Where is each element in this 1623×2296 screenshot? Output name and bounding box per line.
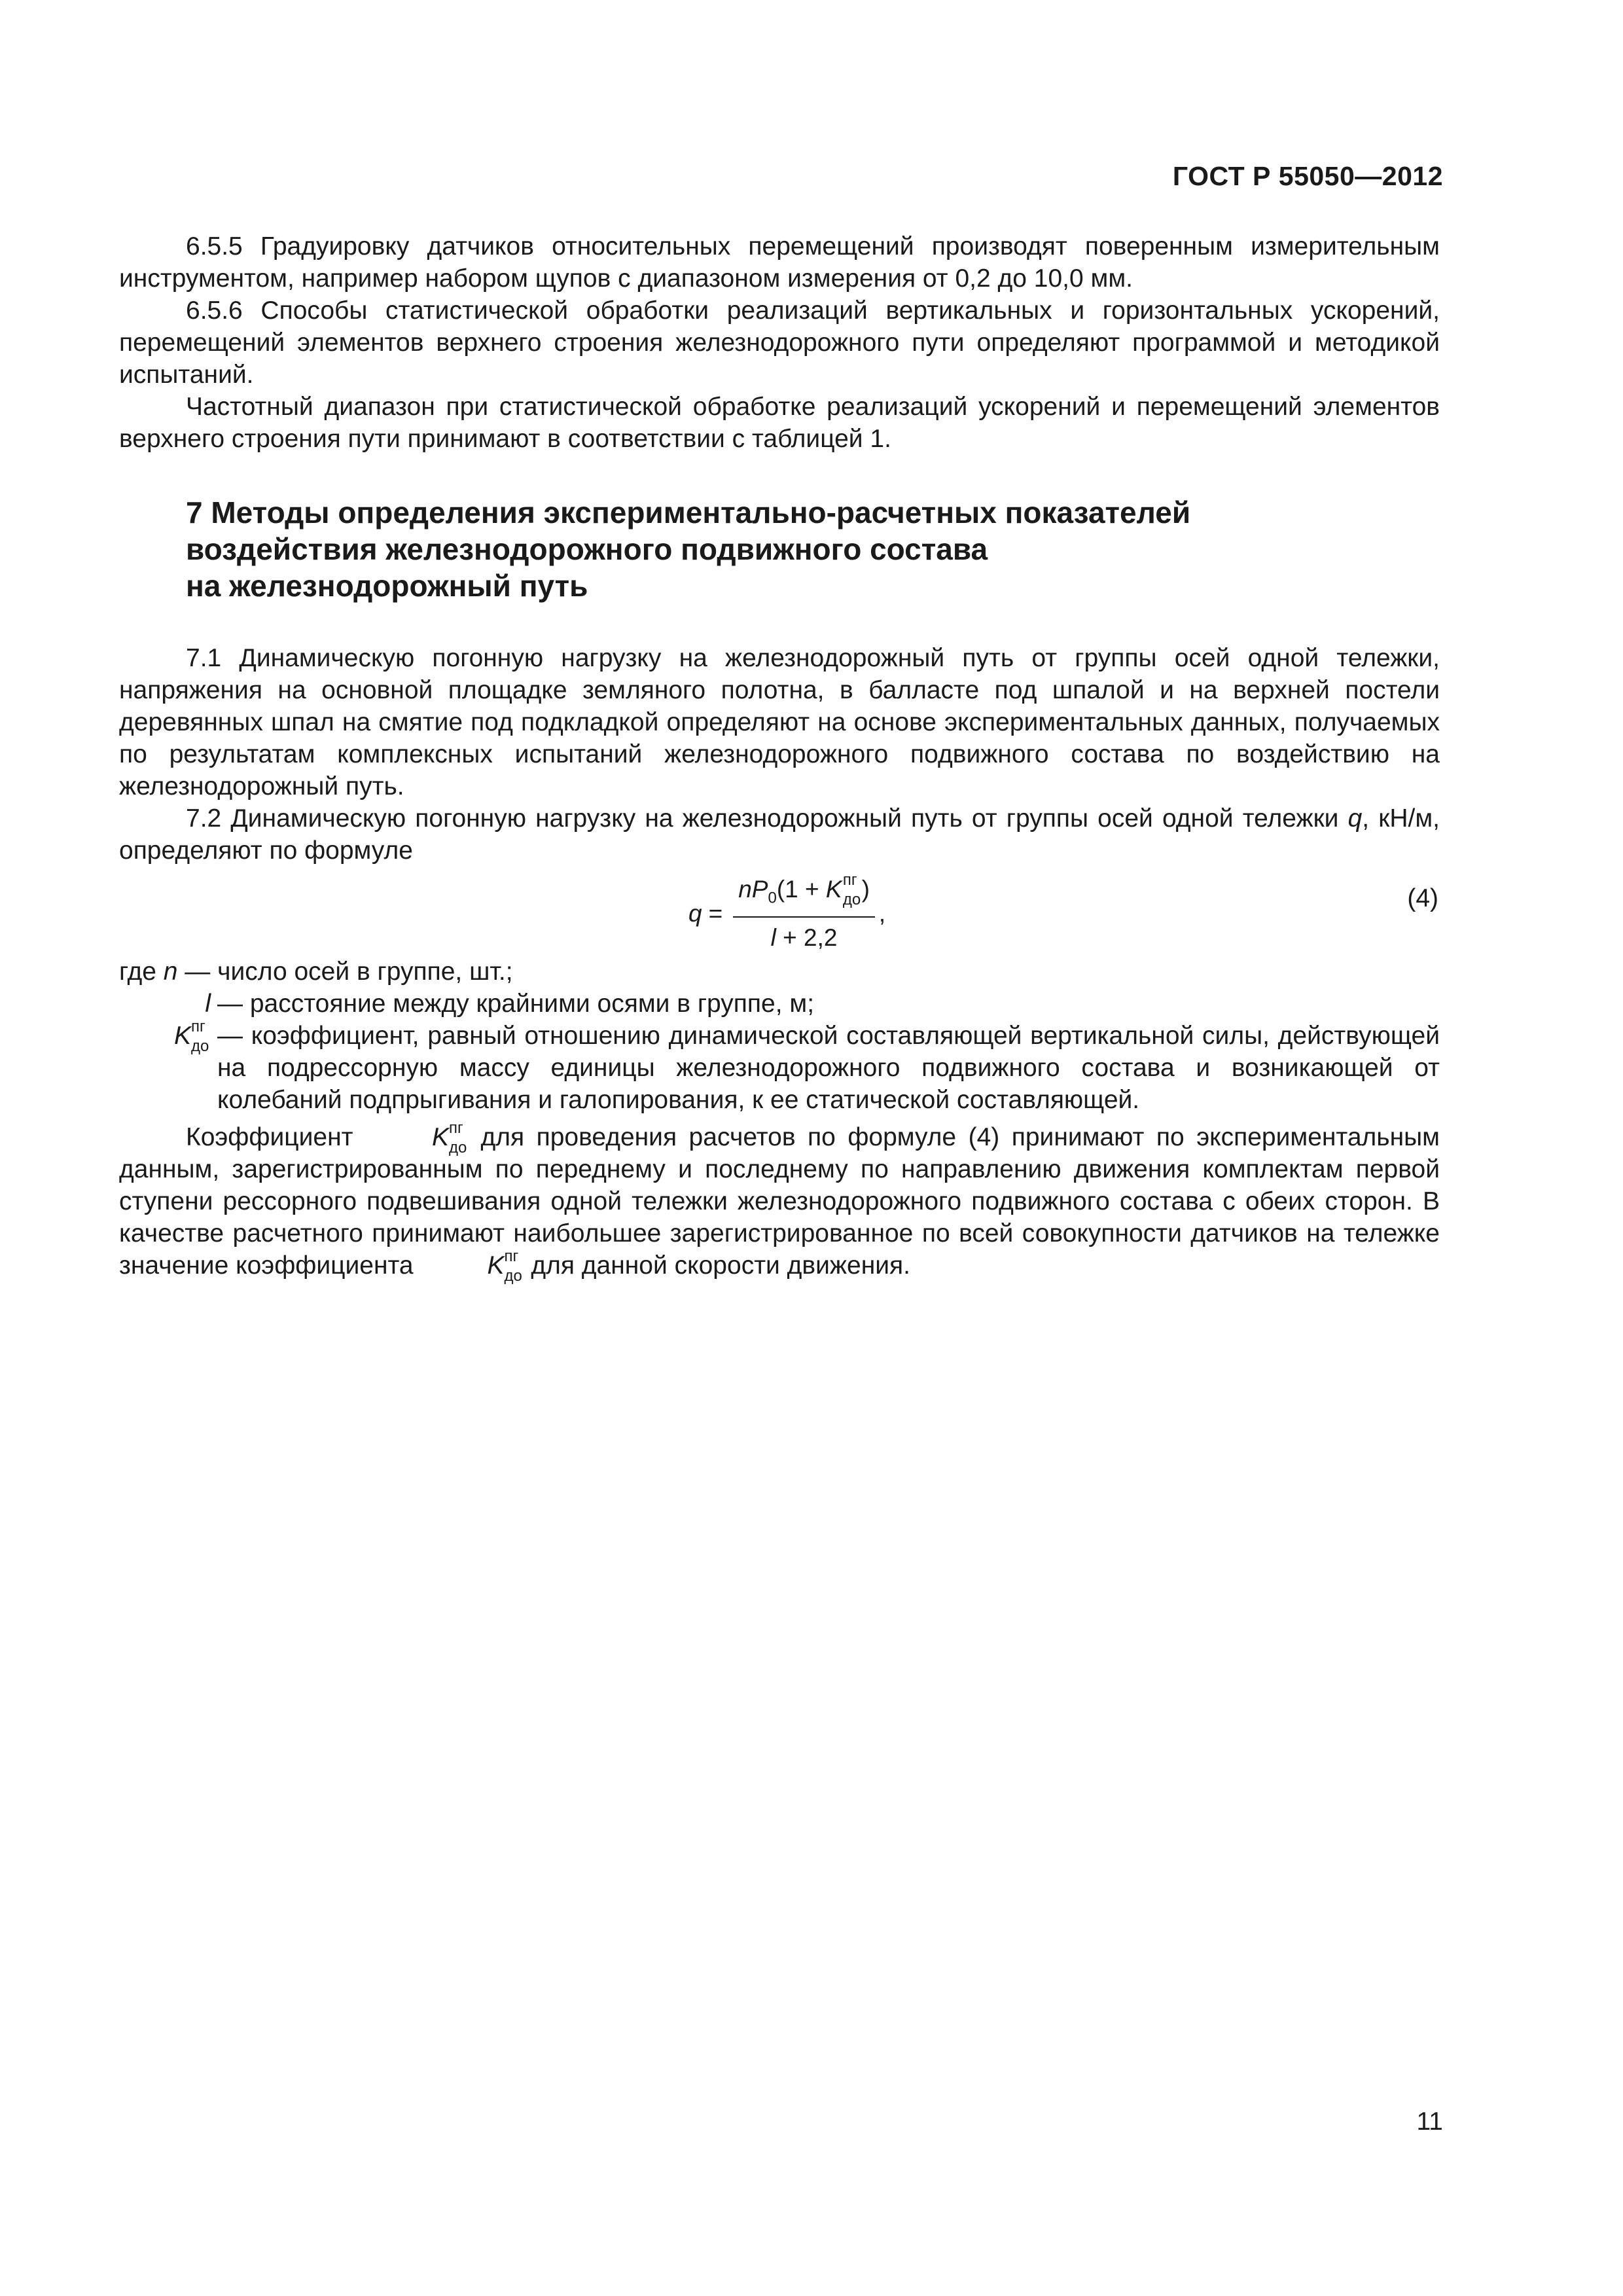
k-superscript: пг [504, 1247, 519, 1265]
definition-l-text: — расстояние между крайними осями в группе, м; [217, 990, 815, 1018]
variable-q: q [1347, 804, 1363, 833]
formula-4 [119, 871, 1440, 952]
numerator-close: ) [861, 876, 870, 903]
coefficient-text-a: Коэффициент [186, 1123, 365, 1151]
formula-expression [688, 873, 885, 954]
definition-k [119, 1020, 1440, 1116]
paragraph-7-2-text-b: , кН/м, определяют по формуле [119, 804, 1440, 865]
k-letter: K [487, 1251, 505, 1280]
formula-numerator [733, 873, 875, 918]
section-7-heading [186, 494, 1440, 604]
paragraph-coefficient [119, 1119, 1440, 1285]
definition-where: где [119, 958, 164, 986]
k-superscript: пг [448, 1119, 463, 1137]
paragraph-frequency-range: Частотный диапазон при статистической обработке реализаций ускорений и перемещений элементов верхнего строения пути принимают в соответствии с таблицей 1. [119, 393, 1440, 453]
definition-l [119, 988, 1440, 1020]
paragraph-7-1: 7.1 Динамическую погонную нагрузку на железнодорожный путь от группы осей одной тележки, напряжения на основной площадке земляного полотна, в балласте под шпалой и на верхней постели деревянных шпал на смятие под подкладкой определяют на основе экспериментальных данных, получаемых по результатам комплексных испытаний железнодорожного подвижного состава по воздействию на железнодорожный путь. [119, 644, 1440, 800]
definitions-list [119, 956, 1440, 1116]
coefficient-k-symbol-2 [420, 1247, 524, 1285]
coefficient-text-b: для проведения расчетов по формуле (4) принимают по экспериментальным данным, зарегистрированным по переднему и последнему по направлению движения комплектам первой ступени рессорного подвешивания одной тележки железнодорожного подвижного состава с обеих сторон. В качестве расчетного принимают наибольшее зарегистрированное по всей совокупности датчиков на тележке значение коэффициента [119, 1123, 1440, 1280]
coefficient-k-symbol [365, 1119, 469, 1157]
heading-line-1: 7 Методы определения экспериментально-расчетных показателей [186, 495, 1191, 529]
page-number: 11 [1416, 2108, 1443, 2136]
numerator-k-symbol [825, 871, 862, 908]
document-code: ГОСТ Р 55050—2012 [1172, 161, 1443, 191]
definition-k-text: — коэффициент, равный отношению динамической составляющей вертикальной силы, действующей на подрессорную массу единицы железнодорожного подвижного состава и возникающей от колебаний подпрыгивания и галопирования, к ее статической составляющей. [217, 1022, 1440, 1114]
denominator-l: l [770, 924, 776, 952]
definition-n-text: — число осей в группе, шт.; [177, 958, 513, 986]
definition-l-symbol: l [205, 990, 211, 1018]
formula-equals: = [708, 900, 723, 927]
paragraph-6-5-5: 6.5.5 Градуировку датчиков относительных перемещений производят поверенным измерительным инструментом, например набором щупов с диапазоном измерения от 0,2 до 10,0 мм. [119, 232, 1440, 293]
numerator-subscript-0: 0 [768, 889, 777, 907]
k-superscript: пг [190, 1018, 205, 1035]
formula-denominator [771, 918, 838, 954]
heading-line-3: на железнодорожный путь [186, 569, 588, 603]
k-subscript: до [504, 1267, 522, 1285]
k-letter: K [431, 1123, 449, 1151]
formula-number: (4) [1407, 884, 1438, 912]
formula-comma: , [878, 900, 886, 927]
paragraph-7-2-text-a: 7.2 Динамическую погонную нагрузку на железнодорожный путь от группы осей одной тележки [186, 804, 1348, 833]
numerator-open: (1 + [776, 876, 826, 903]
k-subscript: до [842, 891, 861, 908]
denominator-rest: + 2,2 [776, 924, 838, 952]
numerator-nP: nP [738, 876, 768, 903]
heading-line-2: воздействия железнодорожного подвижного состава [186, 532, 988, 566]
k-subscript: до [448, 1139, 467, 1157]
formula-lhs: q [688, 900, 702, 927]
paragraph-7-2 [119, 802, 1440, 867]
k-letter: K [825, 876, 842, 903]
paragraph-6-5-6: 6.5.6 Способы статистической обработки реализаций вертикальных и горизонтальных ускорений, перемещений элементов верхнего строения железнодорожного пути определяют программой и методикой испытаний. [119, 296, 1440, 389]
k-letter: K [173, 1022, 191, 1050]
coefficient-text-c: для данной скорости движения. [524, 1251, 910, 1280]
definition-n [119, 956, 1440, 988]
document-body [119, 230, 1440, 1285]
formula-fraction [733, 873, 875, 954]
k-superscript: пг [842, 871, 857, 889]
definition-k-symbol [173, 1018, 211, 1055]
k-subscript: до [190, 1037, 209, 1055]
definition-n-symbol: n [163, 958, 178, 986]
